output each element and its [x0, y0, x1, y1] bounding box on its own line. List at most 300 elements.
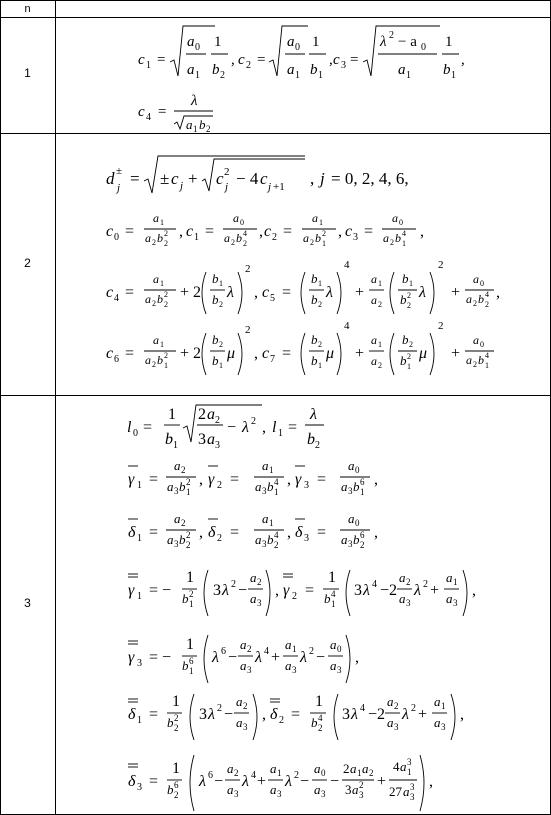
- svg-text:1: 1: [160, 340, 164, 349]
- svg-text:0: 0: [295, 42, 300, 53]
- svg-text:0: 0: [240, 218, 244, 227]
- svg-text:1: 1: [312, 34, 320, 50]
- svg-text:b: b: [167, 715, 174, 730]
- svg-text:2: 2: [485, 300, 489, 309]
- svg-text:a: a: [348, 511, 355, 526]
- svg-text:λ: λ: [227, 284, 234, 301]
- svg-text:b: b: [324, 591, 331, 606]
- svg-text:2: 2: [407, 301, 411, 310]
- svg-text:2: 2: [438, 259, 444, 271]
- svg-text:b: b: [212, 62, 220, 78]
- svg-text:2: 2: [343, 761, 350, 776]
- svg-text:+: +: [377, 773, 387, 790]
- svg-text:1: 1: [274, 487, 279, 497]
- svg-text:1: 1: [331, 599, 336, 609]
- svg-text:2: 2: [219, 300, 223, 309]
- svg-text:b: b: [311, 715, 318, 730]
- svg-text:2: 2: [217, 480, 222, 491]
- svg-text:2: 2: [394, 701, 399, 711]
- svg-text:a: a: [330, 637, 337, 652]
- svg-text:a: a: [186, 117, 193, 132]
- svg-text:4: 4: [251, 770, 256, 781]
- svg-text:a: a: [236, 694, 243, 709]
- svg-text:6: 6: [189, 656, 194, 666]
- svg-text:a: a: [303, 231, 309, 245]
- svg-text:a: a: [403, 784, 410, 799]
- svg-text:1: 1: [292, 644, 297, 654]
- svg-text:=: =: [350, 52, 359, 68]
- svg-text:=: =: [149, 471, 159, 488]
- svg-text:= −: = −: [149, 582, 172, 599]
- svg-text:b: b: [157, 231, 163, 245]
- svg-text:λ: λ: [242, 419, 249, 436]
- svg-text:j: j: [268, 181, 272, 193]
- svg-text:b: b: [311, 353, 318, 368]
- svg-text:=: =: [305, 582, 315, 599]
- svg-text:γ: γ: [283, 582, 290, 599]
- svg-text:b: b: [353, 532, 360, 547]
- svg-text:a: a: [387, 715, 394, 730]
- svg-text:2: 2: [322, 229, 326, 238]
- svg-text:2: 2: [217, 703, 222, 714]
- svg-text:1: 1: [378, 279, 382, 288]
- svg-text:a: a: [371, 354, 377, 368]
- svg-text:0: 0: [355, 518, 360, 528]
- svg-text:2: 2: [231, 238, 235, 247]
- svg-text:+ 2: + 2: [180, 345, 202, 362]
- svg-text:δ: δ: [128, 524, 136, 541]
- svg-text:3: 3: [137, 658, 142, 669]
- svg-text:1: 1: [186, 636, 194, 653]
- svg-text:=: =: [283, 223, 293, 240]
- svg-text:1: 1: [318, 361, 322, 370]
- svg-text:λ: λ: [414, 582, 421, 599]
- svg-text:2: 2: [310, 238, 314, 247]
- svg-text:c: c: [106, 223, 114, 240]
- svg-text:b: b: [236, 231, 242, 245]
- svg-text:4: 4: [243, 229, 247, 238]
- svg-text:λ: λ: [351, 706, 358, 723]
- svg-text:,: ,: [287, 524, 291, 541]
- svg-text:,: ,: [259, 223, 263, 240]
- svg-text:,: ,: [429, 773, 433, 790]
- svg-text:b: b: [443, 62, 451, 78]
- svg-text:0: 0: [337, 644, 342, 654]
- svg-text:,: ,: [420, 223, 424, 240]
- svg-text:a: a: [473, 272, 479, 286]
- svg-text:,: ,: [179, 223, 183, 240]
- svg-text:3: 3: [234, 789, 239, 799]
- svg-text:3: 3: [410, 792, 415, 802]
- svg-text:1: 1: [164, 361, 168, 370]
- svg-text:3: 3: [304, 533, 309, 544]
- svg-text:a: a: [400, 759, 407, 774]
- svg-text:0: 0: [355, 465, 360, 475]
- row-3-formula-4: [128, 569, 476, 616]
- row-2-formula-4: [106, 320, 494, 375]
- svg-text:λ: λ: [402, 706, 409, 723]
- svg-text:2: 2: [220, 70, 225, 81]
- svg-text:5: 5: [270, 293, 275, 304]
- svg-text:j: j: [180, 180, 184, 192]
- svg-text:λ: λ: [242, 773, 249, 790]
- svg-text:3: 3: [174, 539, 179, 549]
- svg-text:a: a: [387, 694, 394, 709]
- svg-text:2: 2: [279, 715, 284, 726]
- svg-text:1: 1: [445, 34, 453, 50]
- svg-text:a: a: [174, 458, 181, 473]
- svg-text:,: ,: [374, 524, 378, 541]
- svg-text:1: 1: [219, 279, 223, 288]
- svg-text:= 0, 2, 4, 6,: = 0, 2, 4, 6,: [331, 169, 409, 188]
- svg-text:b: b: [478, 292, 484, 306]
- svg-text:a: a: [145, 353, 151, 367]
- svg-text:1: 1: [172, 760, 180, 777]
- svg-text:1: 1: [186, 487, 191, 497]
- svg-text:4: 4: [402, 229, 406, 238]
- svg-text:4: 4: [485, 351, 489, 360]
- svg-text:1: 1: [360, 487, 365, 497]
- svg-text:2: 2: [174, 790, 179, 800]
- svg-text:,: ,: [275, 582, 279, 599]
- svg-text:b: b: [267, 479, 274, 494]
- svg-text:−2: −2: [380, 582, 398, 599]
- svg-text:a: a: [270, 782, 277, 797]
- svg-text:2: 2: [294, 770, 299, 781]
- svg-text:3: 3: [406, 598, 411, 608]
- svg-text:2: 2: [234, 768, 239, 778]
- svg-text:1: 1: [168, 406, 176, 423]
- svg-text:a: a: [236, 715, 243, 730]
- svg-text:b: b: [402, 332, 409, 347]
- row-3-formula-1: [127, 405, 324, 451]
- svg-text:3: 3: [353, 232, 358, 243]
- svg-text:1: 1: [137, 480, 142, 491]
- row-3-formula-6: [128, 693, 464, 740]
- svg-text:2: 2: [369, 768, 374, 778]
- svg-text:1: 1: [160, 218, 164, 227]
- svg-text:+: +: [355, 284, 365, 301]
- svg-text:j: j: [225, 181, 229, 193]
- svg-text:0: 0: [399, 218, 403, 227]
- svg-text:=: =: [317, 471, 327, 488]
- svg-text:1: 1: [277, 768, 282, 778]
- svg-text:6: 6: [221, 646, 226, 657]
- svg-text:2: 2: [186, 540, 191, 550]
- svg-text:6: 6: [114, 354, 119, 365]
- svg-text:3: 3: [337, 665, 342, 675]
- svg-text:3: 3: [277, 789, 282, 799]
- svg-text:a: a: [285, 658, 292, 673]
- svg-text:=: =: [282, 284, 292, 301]
- svg-text:1: 1: [319, 218, 323, 227]
- svg-text:b: b: [267, 532, 274, 547]
- svg-text:2: 2: [360, 540, 365, 550]
- row-1-formula-2: [138, 93, 213, 134]
- svg-text:μ: μ: [419, 345, 428, 362]
- svg-text:2: 2: [257, 577, 262, 587]
- svg-text:c: c: [138, 104, 145, 120]
- svg-text:a: a: [233, 211, 239, 225]
- svg-text:,: ,: [461, 52, 465, 68]
- svg-text:1: 1: [195, 70, 200, 81]
- svg-text:λ: λ: [300, 649, 307, 666]
- row-3-formula-7: [128, 755, 433, 811]
- svg-text:,: ,: [262, 706, 266, 723]
- svg-text:−: −: [300, 773, 310, 790]
- svg-text:3: 3: [262, 539, 267, 549]
- svg-text:3: 3: [394, 722, 399, 732]
- svg-text:b: b: [212, 353, 219, 368]
- svg-text:a: a: [145, 231, 151, 245]
- svg-text:,: ,: [231, 52, 235, 68]
- svg-text:a: a: [187, 34, 195, 50]
- svg-text:a: a: [434, 715, 441, 730]
- svg-text:3: 3: [341, 60, 346, 71]
- svg-text:0: 0: [480, 340, 484, 349]
- svg-text:1: 1: [186, 569, 194, 586]
- svg-text:3: 3: [292, 665, 297, 675]
- svg-text:1: 1: [269, 465, 274, 475]
- svg-text:δ: δ: [128, 706, 136, 723]
- svg-text:2: 2: [409, 340, 413, 349]
- svg-text:0: 0: [480, 279, 484, 288]
- svg-text:2: 2: [473, 299, 477, 308]
- svg-text:−: −: [227, 419, 237, 436]
- svg-text:c: c: [260, 169, 268, 188]
- svg-text:+: +: [451, 345, 461, 362]
- svg-text:+ 2: + 2: [180, 284, 202, 301]
- svg-text:=: =: [257, 52, 266, 68]
- svg-text:a: a: [434, 694, 441, 709]
- svg-text:1: 1: [407, 767, 412, 777]
- svg-text:2: 2: [318, 723, 323, 733]
- svg-text:2: 2: [206, 124, 211, 134]
- svg-text:λ: λ: [310, 406, 317, 423]
- svg-text:,: ,: [262, 419, 266, 436]
- svg-text:1: 1: [219, 361, 223, 370]
- svg-text:=: =: [149, 706, 159, 723]
- svg-text:a: a: [330, 658, 337, 673]
- svg-text:a: a: [285, 637, 292, 652]
- svg-text:a: a: [153, 333, 159, 347]
- svg-text:a: a: [399, 591, 406, 606]
- svg-text:=: =: [125, 345, 135, 362]
- svg-text:=: =: [291, 706, 301, 723]
- svg-text:,: ,: [355, 649, 359, 666]
- svg-text:=: =: [149, 524, 159, 541]
- svg-text:1: 1: [172, 693, 180, 710]
- svg-text:1: 1: [453, 577, 458, 587]
- svg-text:− 4: − 4: [236, 169, 259, 188]
- svg-text:1: 1: [194, 232, 199, 243]
- svg-text:2: 2: [164, 300, 168, 309]
- svg-text:3: 3: [247, 665, 252, 675]
- svg-text:3: 3: [137, 782, 142, 793]
- svg-text:a: a: [167, 532, 174, 547]
- svg-text:4: 4: [393, 759, 400, 774]
- svg-text:λ: λ: [380, 34, 387, 50]
- svg-text:b: b: [311, 271, 318, 286]
- svg-text:b: b: [478, 353, 484, 367]
- svg-text:2: 2: [186, 530, 191, 540]
- svg-text:3: 3: [348, 539, 353, 549]
- svg-text:2: 2: [423, 579, 428, 590]
- svg-text:,: ,: [310, 169, 315, 188]
- svg-text:2: 2: [389, 30, 394, 41]
- svg-text:2: 2: [272, 232, 277, 243]
- svg-text:b: b: [179, 532, 186, 547]
- svg-text:a: a: [392, 211, 398, 225]
- svg-text:+: +: [257, 773, 267, 790]
- svg-text:a: a: [255, 532, 262, 547]
- svg-text:b: b: [311, 292, 318, 307]
- svg-text:a: a: [341, 532, 348, 547]
- svg-text:a: a: [207, 406, 215, 423]
- svg-text:b: b: [157, 292, 163, 306]
- svg-text:6: 6: [360, 477, 365, 487]
- svg-text:,: ,: [199, 524, 203, 541]
- svg-text:3: 3: [174, 486, 179, 496]
- svg-text:1: 1: [441, 701, 446, 711]
- svg-text:−: −: [330, 773, 340, 790]
- svg-text:1: 1: [173, 440, 178, 451]
- svg-text:a: a: [153, 211, 159, 225]
- svg-text:3: 3: [243, 722, 248, 732]
- svg-text:2: 2: [189, 589, 194, 599]
- svg-text:1: 1: [146, 60, 151, 71]
- svg-text:2: 2: [246, 60, 251, 71]
- svg-text:2: 2: [164, 239, 168, 248]
- svg-text:2: 2: [174, 723, 179, 733]
- svg-text:b: b: [212, 292, 219, 307]
- svg-text:=: =: [230, 524, 240, 541]
- svg-text:a: a: [314, 761, 321, 776]
- svg-text:μ: μ: [326, 345, 335, 362]
- svg-text:,: ,: [460, 706, 464, 723]
- svg-text:c: c: [106, 284, 114, 301]
- svg-text:2: 2: [318, 340, 322, 349]
- svg-text:1: 1: [328, 569, 336, 586]
- svg-text:b: b: [165, 431, 173, 448]
- svg-text:δ: δ: [208, 524, 216, 541]
- svg-text:λ: λ: [419, 284, 426, 301]
- svg-text:1: 1: [295, 70, 300, 81]
- svg-text:±: ±: [116, 165, 123, 177]
- svg-text:=: =: [125, 223, 135, 240]
- svg-text:,: ,: [254, 284, 258, 301]
- svg-text:a: a: [398, 62, 406, 78]
- svg-text:b: b: [179, 479, 186, 494]
- svg-text:a: a: [262, 458, 269, 473]
- svg-text:a: a: [250, 570, 257, 585]
- svg-text:3: 3: [410, 782, 415, 792]
- svg-text:=: =: [317, 524, 327, 541]
- svg-text:3: 3: [257, 598, 262, 608]
- svg-text:a: a: [255, 479, 262, 494]
- svg-text:4: 4: [360, 703, 365, 714]
- svg-text:3: 3: [262, 486, 267, 496]
- svg-text:3: 3: [441, 722, 446, 732]
- svg-text:λ: λ: [285, 773, 292, 790]
- svg-text:λ: λ: [326, 284, 333, 301]
- svg-text:a: a: [371, 293, 377, 307]
- svg-text:−: −: [224, 706, 234, 723]
- svg-text:1: 1: [485, 361, 489, 370]
- svg-text:+: +: [271, 649, 281, 666]
- row-3-formula-3: [128, 511, 378, 550]
- svg-text:2: 2: [174, 713, 179, 723]
- svg-text:b: b: [212, 271, 219, 286]
- svg-text:γ: γ: [128, 471, 135, 488]
- svg-text:1: 1: [269, 518, 274, 528]
- header-n: n: [24, 3, 31, 15]
- svg-text:1: 1: [357, 768, 362, 778]
- svg-text:=: =: [230, 471, 240, 488]
- svg-text:3: 3: [304, 480, 309, 491]
- svg-text:2: 2: [215, 415, 220, 426]
- svg-text:= −: = −: [149, 649, 172, 666]
- svg-text:j: j: [320, 169, 325, 188]
- svg-text:b: b: [307, 431, 315, 448]
- svg-text:2: 2: [406, 577, 411, 587]
- svg-text:1: 1: [406, 70, 411, 81]
- svg-text:1: 1: [214, 34, 222, 50]
- svg-text:2: 2: [390, 238, 394, 247]
- svg-text:a: a: [466, 353, 472, 367]
- svg-text:4: 4: [344, 320, 350, 332]
- svg-text:a: a: [287, 62, 295, 78]
- svg-text:2: 2: [378, 300, 382, 309]
- svg-text:2: 2: [164, 290, 168, 299]
- svg-text:a: a: [174, 511, 181, 526]
- svg-text:a: a: [314, 782, 321, 797]
- svg-text:27: 27: [389, 784, 402, 799]
- svg-text:b: b: [311, 332, 318, 347]
- row-1-formula-1: [138, 26, 465, 81]
- svg-text:a: a: [399, 570, 406, 585]
- svg-text:c: c: [333, 52, 340, 68]
- svg-text:λ: λ: [363, 582, 370, 599]
- svg-text:1: 1: [451, 70, 456, 81]
- svg-text:+: +: [451, 284, 461, 301]
- svg-text:b: b: [167, 782, 174, 797]
- svg-text:2: 2: [181, 518, 186, 528]
- svg-text:3: 3: [213, 582, 221, 599]
- svg-text:,: ,: [496, 284, 500, 301]
- svg-text:3: 3: [215, 440, 220, 451]
- svg-text:4: 4: [344, 259, 350, 271]
- svg-text:a: a: [348, 458, 355, 473]
- svg-text:2: 2: [411, 703, 416, 714]
- svg-text:a: a: [362, 761, 369, 776]
- row-number-1: 1: [24, 66, 31, 80]
- svg-text:=: =: [364, 223, 374, 240]
- svg-text:1: 1: [160, 279, 164, 288]
- svg-text:j: j: [117, 182, 121, 194]
- svg-text:a: a: [153, 272, 159, 286]
- svg-text:=: =: [157, 52, 166, 68]
- row-3-formula-2: [128, 458, 378, 497]
- svg-text:−2: −2: [368, 706, 386, 723]
- svg-text:b: b: [400, 353, 407, 368]
- svg-text:a: a: [145, 292, 151, 306]
- row-number-3: 3: [24, 596, 31, 610]
- svg-text:,: ,: [472, 582, 476, 599]
- svg-text:c: c: [345, 223, 353, 240]
- svg-text:4: 4: [146, 112, 151, 123]
- svg-text:c: c: [238, 52, 245, 68]
